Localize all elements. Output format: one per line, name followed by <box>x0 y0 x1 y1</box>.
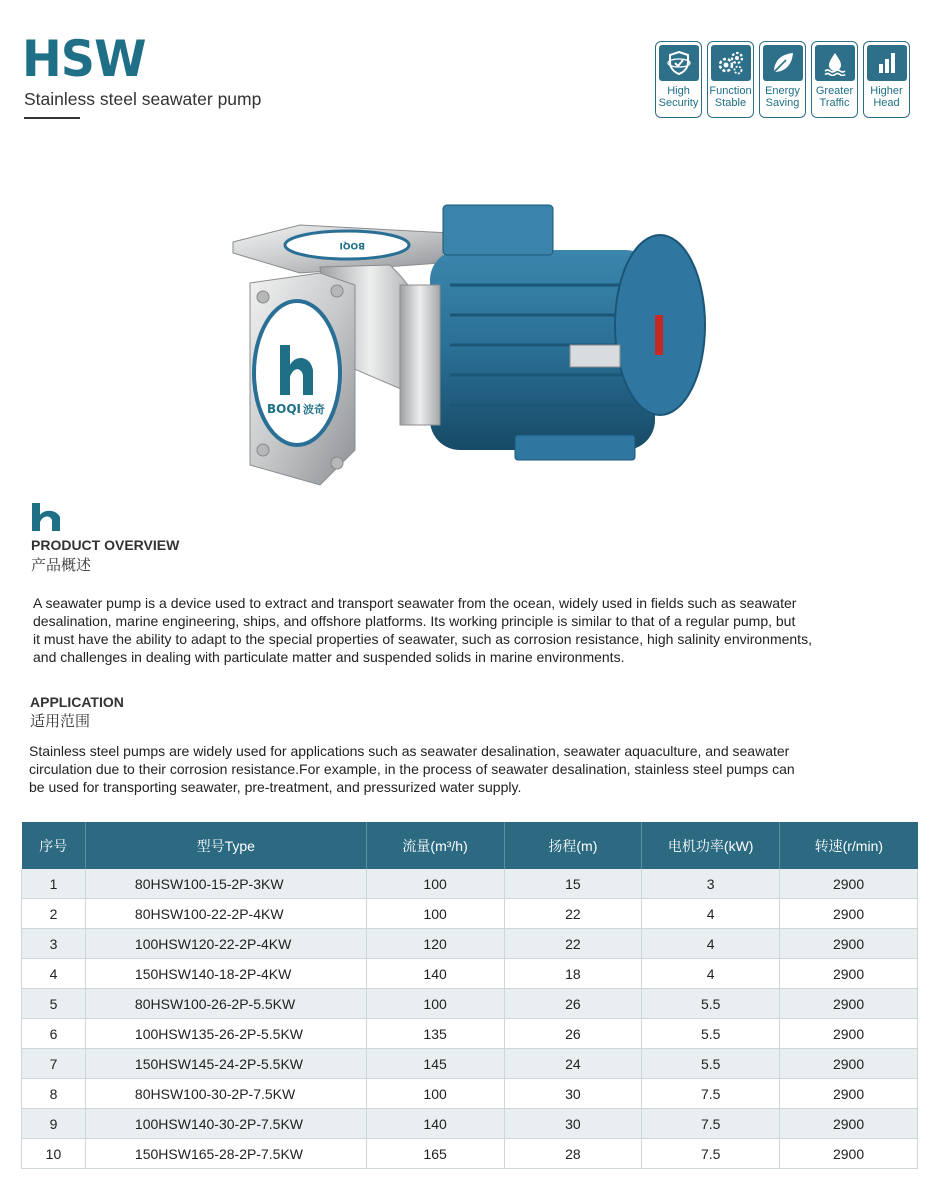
cell-model: 80HSW100-22-2P-4KW <box>85 899 366 929</box>
feature-label: Higher <box>870 85 903 97</box>
column-header-speed: 转速(r/min) <box>780 822 918 869</box>
cell-model: 80HSW100-15-2P-3KW <box>85 869 366 899</box>
table-row <box>22 959 918 989</box>
cell-power: 4 <box>642 929 780 959</box>
cell-model: 80HSW100-30-2P-7.5KW <box>85 1079 366 1109</box>
cell-index: 1 <box>22 869 86 899</box>
cell-speed: 2900 <box>780 929 918 959</box>
application-line: circulation due to their corrosion resistance.For example, in the process of seawater desalination, stainless steel pumps can <box>29 761 795 777</box>
cell-speed: 2900 <box>780 1079 918 1109</box>
feature-label: Security <box>658 97 699 109</box>
table-row <box>22 899 918 929</box>
cell-index: 10 <box>22 1139 86 1169</box>
cell-power: 4 <box>642 899 780 929</box>
feature-label: Greater <box>815 85 854 97</box>
feature-label: High <box>667 85 690 97</box>
feature-greater-traffic <box>811 41 858 118</box>
spec-table <box>21 822 918 1169</box>
column-header-power: 电机功率(kW) <box>642 822 780 869</box>
page-title: HSW <box>22 30 146 88</box>
cell-model: 80HSW100-26-2P-5.5KW <box>85 989 366 1019</box>
brand-logo-icon <box>30 503 62 531</box>
feature-higher-head <box>863 41 910 118</box>
application-line: Stainless steel pumps are widely used for applications such as seawater desalination, seawater aquaculture, and seawater <box>29 743 790 759</box>
cell-model: 100HSW140-30-2P-7.5KW <box>85 1109 366 1139</box>
cell-head: 22 <box>504 899 642 929</box>
feature-label: Traffic <box>819 97 850 109</box>
pump-illustration <box>225 195 715 495</box>
table-row <box>22 989 918 1019</box>
feature-label: Head <box>873 97 900 109</box>
gears-icon <box>717 50 745 76</box>
water-drop-icon <box>822 50 848 76</box>
column-header-type: 型号Type <box>85 822 366 869</box>
shield-icon <box>666 50 692 76</box>
table-row <box>22 869 918 899</box>
cell-index: 4 <box>22 959 86 989</box>
application-heading-cn: 适用范围 <box>30 713 91 730</box>
cell-power: 4 <box>642 959 780 989</box>
cell-power: 3 <box>642 869 780 899</box>
cell-model: 150HSW165-28-2P-7.5KW <box>85 1139 366 1169</box>
cell-speed: 2900 <box>780 959 918 989</box>
cell-flow: 145 <box>366 1049 504 1079</box>
cell-flow: 100 <box>366 899 504 929</box>
cell-speed: 2900 <box>780 1139 918 1169</box>
cell-flow: 140 <box>366 959 504 989</box>
overview-line: A seawater pump is a device used to extract and transport seawater from the ocean, widely used in fields such as seawater <box>33 595 797 611</box>
feature-badges <box>655 41 910 118</box>
cell-flow: 120 <box>366 929 504 959</box>
application-line: be used for transporting seawater, pre-treatment, and pressurized water supply. <box>29 779 522 795</box>
flange-brand-text: BOQI <box>339 240 365 250</box>
cell-index: 6 <box>22 1019 86 1049</box>
cell-head: 15 <box>504 869 642 899</box>
overview-line: desalination, marine engineering, ships, and offshore platforms. Its working principle is similar to that of a regular pump, but <box>33 613 796 629</box>
cell-flow: 135 <box>366 1019 504 1049</box>
cell-index: 2 <box>22 899 86 929</box>
application-heading: APPLICATION <box>30 694 124 710</box>
cell-power: 5.5 <box>642 989 780 1019</box>
cell-speed: 2900 <box>780 1019 918 1049</box>
brand-badge <box>254 301 340 445</box>
table-header-row <box>22 822 918 869</box>
feature-function-stable <box>707 41 754 118</box>
cell-power: 5.5 <box>642 1049 780 1079</box>
feature-label: Stable <box>714 97 747 109</box>
cell-flow: 165 <box>366 1139 504 1169</box>
cell-speed: 2900 <box>780 899 918 929</box>
cell-flow: 100 <box>366 989 504 1019</box>
cell-index: 7 <box>22 1049 86 1079</box>
table-row <box>22 1049 918 1079</box>
cell-model: 150HSW140-18-2P-4KW <box>85 959 366 989</box>
overview-heading-cn: 产品概述 <box>31 557 92 574</box>
cell-power: 5.5 <box>642 1019 780 1049</box>
cell-flow: 100 <box>366 869 504 899</box>
table-row <box>22 1139 918 1169</box>
cell-speed: 2900 <box>780 1109 918 1139</box>
cell-power: 7.5 <box>642 1109 780 1139</box>
cell-head: 26 <box>504 1019 642 1049</box>
cell-head: 22 <box>504 929 642 959</box>
column-header-flow: 流量(m³/h) <box>366 822 504 869</box>
cell-head: 30 <box>504 1109 642 1139</box>
cell-model: 100HSW135-26-2P-5.5KW <box>85 1019 366 1049</box>
table-row <box>22 1019 918 1049</box>
table-row <box>22 1109 918 1139</box>
bar-chart-icon <box>874 50 900 76</box>
feature-label: Energy <box>765 85 800 97</box>
table-row <box>22 1079 918 1109</box>
application-paragraph <box>29 742 909 796</box>
cell-model: 100HSW120-22-2P-4KW <box>85 929 366 959</box>
cell-index: 5 <box>22 989 86 1019</box>
cell-speed: 2900 <box>780 1049 918 1079</box>
badge-brand-cn-text: 波奇 <box>303 403 325 416</box>
column-header-index: 序号 <box>22 822 86 869</box>
cell-head: 30 <box>504 1079 642 1109</box>
cell-head: 28 <box>504 1139 642 1169</box>
cell-flow: 140 <box>366 1109 504 1139</box>
badge-brand-text: BOQI <box>267 402 302 416</box>
feature-high-security <box>655 41 702 118</box>
cell-index: 8 <box>22 1079 86 1109</box>
cell-head: 26 <box>504 989 642 1019</box>
cell-model: 150HSW145-24-2P-5.5KW <box>85 1049 366 1079</box>
cell-head: 18 <box>504 959 642 989</box>
column-header-head: 扬程(m) <box>504 822 642 869</box>
cell-power: 7.5 <box>642 1079 780 1109</box>
title-underline <box>24 117 80 119</box>
feature-label: Function <box>709 85 752 97</box>
leaf-icon <box>770 50 796 76</box>
cell-speed: 2900 <box>780 869 918 899</box>
overview-line: and challenges in dealing with particulate matter and suspended solids in marine environments. <box>33 649 625 665</box>
cell-power: 7.5 <box>642 1139 780 1169</box>
table-row <box>22 929 918 959</box>
overview-line: it must have the ability to adapt to the special properties of seawater, such as corrosion resistance, high salinity environments, <box>33 631 812 647</box>
motor-foot <box>515 435 635 460</box>
cell-speed: 2900 <box>780 989 918 1019</box>
overview-paragraph <box>33 594 913 666</box>
feature-label: Saving <box>765 97 800 109</box>
overview-heading: PRODUCT OVERVIEW <box>31 537 180 553</box>
feature-energy-saving <box>759 41 806 118</box>
cell-head: 24 <box>504 1049 642 1079</box>
terminal-box <box>443 205 553 255</box>
cell-index: 3 <box>22 929 86 959</box>
cell-index: 9 <box>22 1109 86 1139</box>
cell-flow: 100 <box>366 1079 504 1109</box>
page-subtitle: Stainless steel seawater pump <box>24 89 262 109</box>
